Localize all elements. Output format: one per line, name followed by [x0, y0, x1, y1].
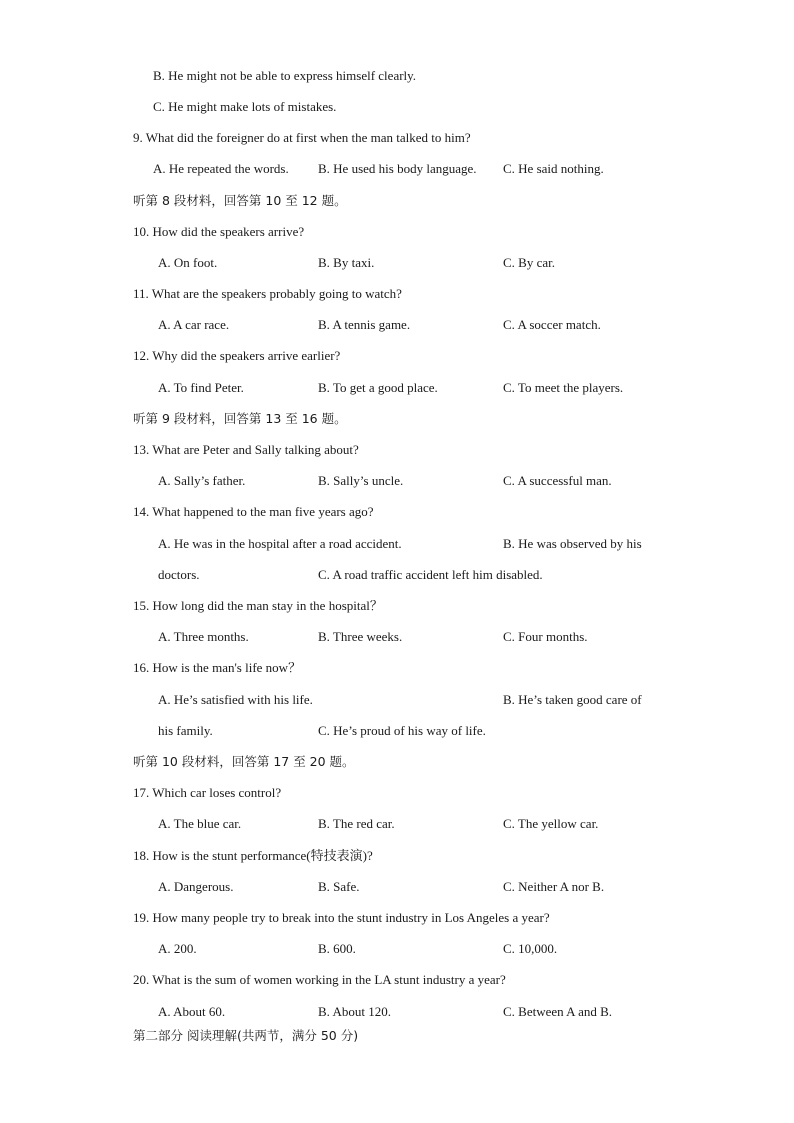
- option-17c: C. The yellow car.: [503, 816, 599, 831]
- question-18: 18. How is the stunt performance(特技表演)?: [133, 848, 373, 863]
- question-15: 15. How long did the man stay in the hospital？: [133, 598, 383, 613]
- option-10c: C. By car.: [503, 255, 555, 270]
- option-11a: A. A car race.: [158, 317, 230, 332]
- option-13a: A. Sally’s father.: [158, 473, 246, 488]
- option-20c: C. Between A and B.: [503, 1004, 613, 1019]
- option-11b: B. A tennis game.: [318, 317, 411, 332]
- option-10a: A. On foot.: [158, 255, 218, 270]
- option-16b-continued: his family.: [158, 723, 213, 738]
- option-18a: A. Dangerous.: [158, 879, 234, 894]
- option-19c: C. 10,000.: [503, 941, 558, 956]
- question-13: 13. What are Peter and Sally talking about?: [133, 442, 359, 457]
- option-19a: A. 200.: [158, 941, 197, 956]
- option-18c: C. Neither A nor B.: [503, 879, 605, 894]
- option-13c: C. A successful man.: [503, 473, 612, 488]
- option-8c: C. He might make lots of mistakes.: [153, 99, 337, 114]
- option-20a: A. About 60.: [158, 1004, 226, 1019]
- question-16: 16. How is the man's life now？: [133, 660, 302, 675]
- question-19: 19. How many people try to break into the stunt industry in Los Angeles a year?: [133, 910, 550, 925]
- option-9b: B. He used his body language.: [318, 161, 477, 176]
- question-12: 12. Why did the speakers arrive earlier?: [133, 348, 341, 363]
- question-17: 17. Which car loses control?: [133, 785, 282, 800]
- option-14a: A. He was in the hospital after a road accident.: [158, 536, 402, 551]
- option-17b: B. The red car.: [318, 816, 395, 831]
- option-14c: C. A road traffic accident left him disabled.: [318, 567, 543, 582]
- option-15b: B. Three weeks.: [318, 629, 403, 644]
- option-11c: C. A soccer match.: [503, 317, 601, 332]
- option-15a: A. Three months.: [158, 629, 249, 644]
- option-16b: B. He’s taken good care of: [503, 692, 642, 707]
- option-17a: A. The blue car.: [158, 816, 242, 831]
- option-16a: A. He’s satisfied with his life.: [158, 692, 313, 707]
- section-heading-10: 听第 10 段材料，回答第 17 至 20 题。: [133, 754, 355, 769]
- question-9: 9. What did the foreigner do at first when the man talked to him?: [133, 130, 471, 145]
- option-14b: B. He was observed by his: [503, 536, 642, 551]
- part-two-heading: 第二部分 阅读理解(共两节，满分 50 分): [133, 1028, 359, 1043]
- option-20b: B. About 120.: [318, 1004, 391, 1019]
- option-13b: B. Sally’s uncle.: [318, 473, 404, 488]
- question-14: 14. What happened to the man five years ago?: [133, 504, 374, 519]
- question-20: 20. What is the sum of women working in the LA stunt industry a year?: [133, 972, 506, 987]
- option-18b: B. Safe.: [318, 879, 360, 894]
- option-16c: C. He’s proud of his way of life.: [318, 723, 486, 738]
- option-19b: B. 600.: [318, 941, 356, 956]
- option-10b: B. By taxi.: [318, 255, 375, 270]
- question-10: 10. How did the speakers arrive?: [133, 224, 305, 239]
- option-14b-continued: doctors.: [158, 567, 200, 582]
- option-15c: C. Four months.: [503, 629, 588, 644]
- option-12c: C. To meet the players.: [503, 380, 624, 395]
- option-9c: C. He said nothing.: [503, 161, 604, 176]
- section-heading-8: 听第 8 段材料，回答第 10 至 12 题。: [133, 193, 347, 208]
- option-12a: A. To find Peter.: [158, 380, 244, 395]
- question-11: 11. What are the speakers probably going to watch?: [133, 286, 402, 301]
- option-12b: B. To get a good place.: [318, 380, 438, 395]
- section-heading-9: 听第 9 段材料，回答第 13 至 16 题。: [133, 411, 347, 426]
- option-9a: A. He repeated the words.: [153, 161, 289, 176]
- option-8b: B. He might not be able to express himself clearly.: [153, 68, 417, 83]
